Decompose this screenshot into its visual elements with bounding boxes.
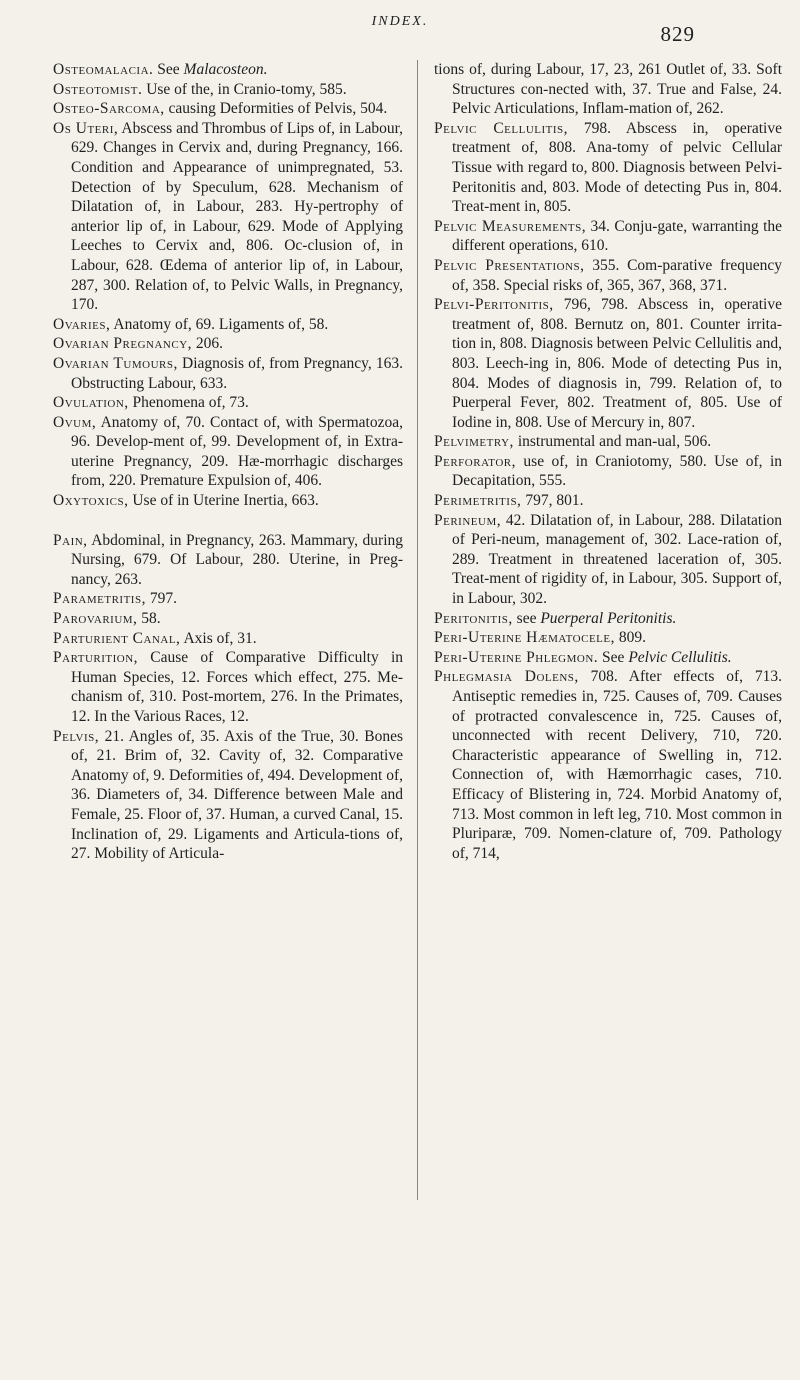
entry-text: 708. After effects of, 713. Antiseptic remedies in, 725. Causes of, 709. Causes of protracted convalescence in, 725. Causes of, unconnected with recent Delivery, 710, 720. Characteristic appearance of Swelling in, 712. Connection of, with Hæmorrhagic cases, 710. Efficacy of Blistering in, 724. Morbid Anatomy of, 713. Most common in left leg, 710. Most common in Pluriparæ, 709. Nomen-clature of, 709. Pathology of, 714,: [452, 668, 782, 862]
cross-reference: Puerperal Peritonitis.: [540, 609, 677, 627]
entry-text: Abdominal, in Pregnancy, 263. Mammary, during Nursing, 679. Of Labour, 280. Uterine, in Preg-nancy, 263.: [71, 531, 403, 588]
entry-text: See: [598, 648, 629, 666]
index-entry: [53, 315, 403, 335]
index-entry: [53, 648, 403, 726]
entry-text: instrumental and man-ual, 506.: [513, 433, 712, 451]
entry-text: 58.: [137, 610, 161, 628]
index-entry: [434, 295, 782, 432]
cross-reference: Malacosteon.: [183, 61, 268, 78]
entry-headword: Peri-Uterine Hæmatocele,: [434, 629, 615, 647]
entry-text: Axis of, 31.: [180, 629, 257, 647]
entry-text: 34. Conju-gate, warranting the different operations, 610.: [452, 217, 783, 255]
entry-text: 796, 798. Abscess in, operative treatment of, 808. Bernutz on, 801. Counter irrita-tion in, 808. Diagnosis between Pelvic Cellulitis and, 803. Leech-ing in, 806. Mode of detecting Pus in, 804. Modes of diagnosis in, 799. Relation of, to Puerperal Fever, 802. Treatment of, 805. Use of Iodine in, 808. Use of Mercury in, 807.: [452, 296, 782, 431]
entry-text: See: [153, 61, 184, 78]
entry-text: causing Deformities of Pelvis, 504.: [164, 100, 388, 118]
index-entry: [53, 99, 403, 119]
index-entry: [434, 628, 782, 648]
entry-headword: Ovulation,: [53, 394, 129, 412]
index-entry: [53, 80, 403, 100]
entry-text: Use of the, in Cranio-tomy, 585.: [142, 80, 347, 98]
entry-headword: Pelvic Measurements,: [434, 217, 587, 235]
entry-text: 797.: [145, 590, 177, 608]
entry-headword: Os Uteri,: [53, 119, 119, 137]
index-entry: [434, 452, 782, 491]
entry-headword: Oxytoxics,: [53, 492, 129, 510]
entry-text: see: [512, 609, 541, 627]
index-entry: [53, 413, 403, 491]
left-column: [53, 60, 403, 864]
entry-headword: Peritonitis,: [434, 609, 513, 627]
entry-text: 355. Com-parative frequency of, 358. Special risks of, 365, 367, 368, 371.: [452, 256, 783, 294]
entry-headword: Perimetritis,: [434, 492, 522, 510]
entry-headword: Parovarium,: [53, 610, 138, 628]
entry-text: Diagnosis of, from Pregnancy, 163. Obstructing Labour, 633.: [71, 354, 403, 392]
running-title: INDEX.: [371, 14, 429, 29]
entry-headword: Ovum,: [53, 413, 97, 431]
entry-headword: Ovaries,: [53, 315, 111, 333]
index-entry: [434, 60, 782, 119]
index-entry: [53, 629, 403, 649]
index-entry: [53, 354, 403, 393]
entry-text: Abscess and Thrombus of Lips of, in Labour, 629. Changes in Cervix and, during Pregnancy, 166. Condition and Appearance of unimpregnated, 53. Detection of by Speculum, 628. Mechanism of Dilatation of, in Labour, 283. Hy-pertrophy of anterior lip of, in Labour, 629. Mode of Applying Leeches to Cervix and, 806. Oc-clusion of, in Labour, 628. Œdema of anterior lip of, in Labour, 287, 300. Relation of, to Pelvic Walls, in Pregnancy, 170.: [71, 119, 403, 314]
entry-text: tions of, during Labour, 17, 23, 261 Outlet of, 33. Soft Structures con-nected with, 37. True and False, 24. Pelvic Articulations, Inflam-mation of, 262.: [434, 61, 782, 118]
entry-headword: Pelvi-Peritonitis,: [434, 296, 554, 314]
entry-headword: Osteomalacia.: [53, 61, 154, 78]
entry-headword: Pelvic Presentations,: [434, 256, 585, 274]
index-entry: [53, 609, 403, 629]
entry-text: 42. Dilatation of, in Labour, 288. Dilatation of Peri-neum, management of, 302. Lace-ration of, 289. Treatment in threatened laceration of, 305. Treat-ment of rigidity of, in Labour, 305. Support of, in Labour, 302.: [452, 511, 782, 608]
index-entry: [53, 119, 403, 315]
entry-text: Use of in Uterine Inertia, 663.: [128, 492, 319, 510]
entry-headword: Pelvis,: [53, 727, 100, 745]
index-entry: [53, 727, 403, 864]
cross-reference: Pelvic Cellulitis.: [628, 648, 732, 666]
entry-headword: Ovarian Pregnancy,: [53, 335, 193, 353]
index-entry: [434, 648, 782, 668]
index-entry: [434, 432, 782, 452]
index-entry: [434, 256, 782, 295]
index-entry: [53, 589, 403, 609]
entry-text: Anatomy of, 70. Contact of, with Spermatozoa, 96. Develop-ment of, 99. Development of, in Extra-uterine Pregnancy, 209. Hæ-morrhagic discharges from, 220. Premature Expulsion of, 406.: [71, 413, 403, 490]
index-entry: [434, 511, 782, 609]
index-entry: [434, 491, 782, 511]
column-divider: [417, 60, 418, 1200]
index-entry: [53, 60, 403, 80]
entry-text: Phenomena of, 73.: [128, 394, 249, 412]
entry-headword: Osteotomist.: [53, 80, 143, 98]
entry-text: 809.: [615, 629, 646, 647]
index-entry: [434, 609, 782, 629]
index-entry: [434, 667, 782, 863]
index-entry: [53, 531, 403, 590]
page-number: 829: [660, 22, 695, 46]
entry-headword: Peri-Uterine Phlegmon.: [434, 648, 599, 666]
entry-headword: Pelvic Cellulitis,: [434, 119, 569, 137]
entry-text: Cause of Comparative Difficulty in Human Species, 12. Forces which effect, 275. Me-chanism of, 310. Post-mortem, 276. In the Primates, 12. In the Various Races, 12.: [71, 649, 403, 725]
entry-headword: Perforator,: [434, 452, 516, 470]
entry-headword: Phlegmasia Dolens,: [434, 668, 579, 686]
right-column: [434, 60, 782, 863]
index-entry: [53, 334, 403, 354]
index-entry: [53, 393, 403, 413]
entry-text: 206.: [192, 335, 224, 353]
entry-text: use of, in Craniotomy, 580. Use of, in Decapitation, 555.: [452, 452, 782, 490]
index-entry: [434, 119, 782, 217]
entry-headword: Parturition,: [53, 649, 139, 667]
entry-headword: Perineum,: [434, 511, 502, 529]
entry-text: Anatomy of, 69. Ligaments of, 58.: [110, 315, 329, 333]
entry-headword: Ovarian Tumours,: [53, 354, 178, 372]
entry-headword: Parturient Canal,: [53, 629, 181, 647]
entry-headword: Osteo-Sarcoma,: [53, 100, 165, 118]
entry-headword: Parametritis,: [53, 590, 146, 608]
entry-text: 21. Angles of, 35. Axis of the True, 30. Bones of, 21. Brim of, 32. Cavity of, 32. Comparative Anatomy of, 9. Deformities of, 494. Development of, 36. Diameters of, 34. Difference between Male and Female, 25. Floor of, 37. Human, a curved Canal, 15. Inclination of, 29. Ligaments and Articula-tions of, 27. Mobility of Articula-: [71, 727, 403, 863]
entry-headword: Pain,: [53, 531, 88, 549]
entry-headword: Pelvimetry,: [434, 433, 514, 451]
entry-text: 798. Abscess in, operative treatment of, 808. Ana-tomy of pelvic Cellular Tissue with regard to, 800. Diagnosis between Pelvi-Peritonitis and, 803. Mode of detecting Pus in, 804. Treat-ment in, 805.: [452, 119, 782, 216]
index-entry: [53, 491, 403, 511]
entry-text: 797, 801.: [521, 492, 584, 510]
index-entry: [434, 217, 782, 256]
